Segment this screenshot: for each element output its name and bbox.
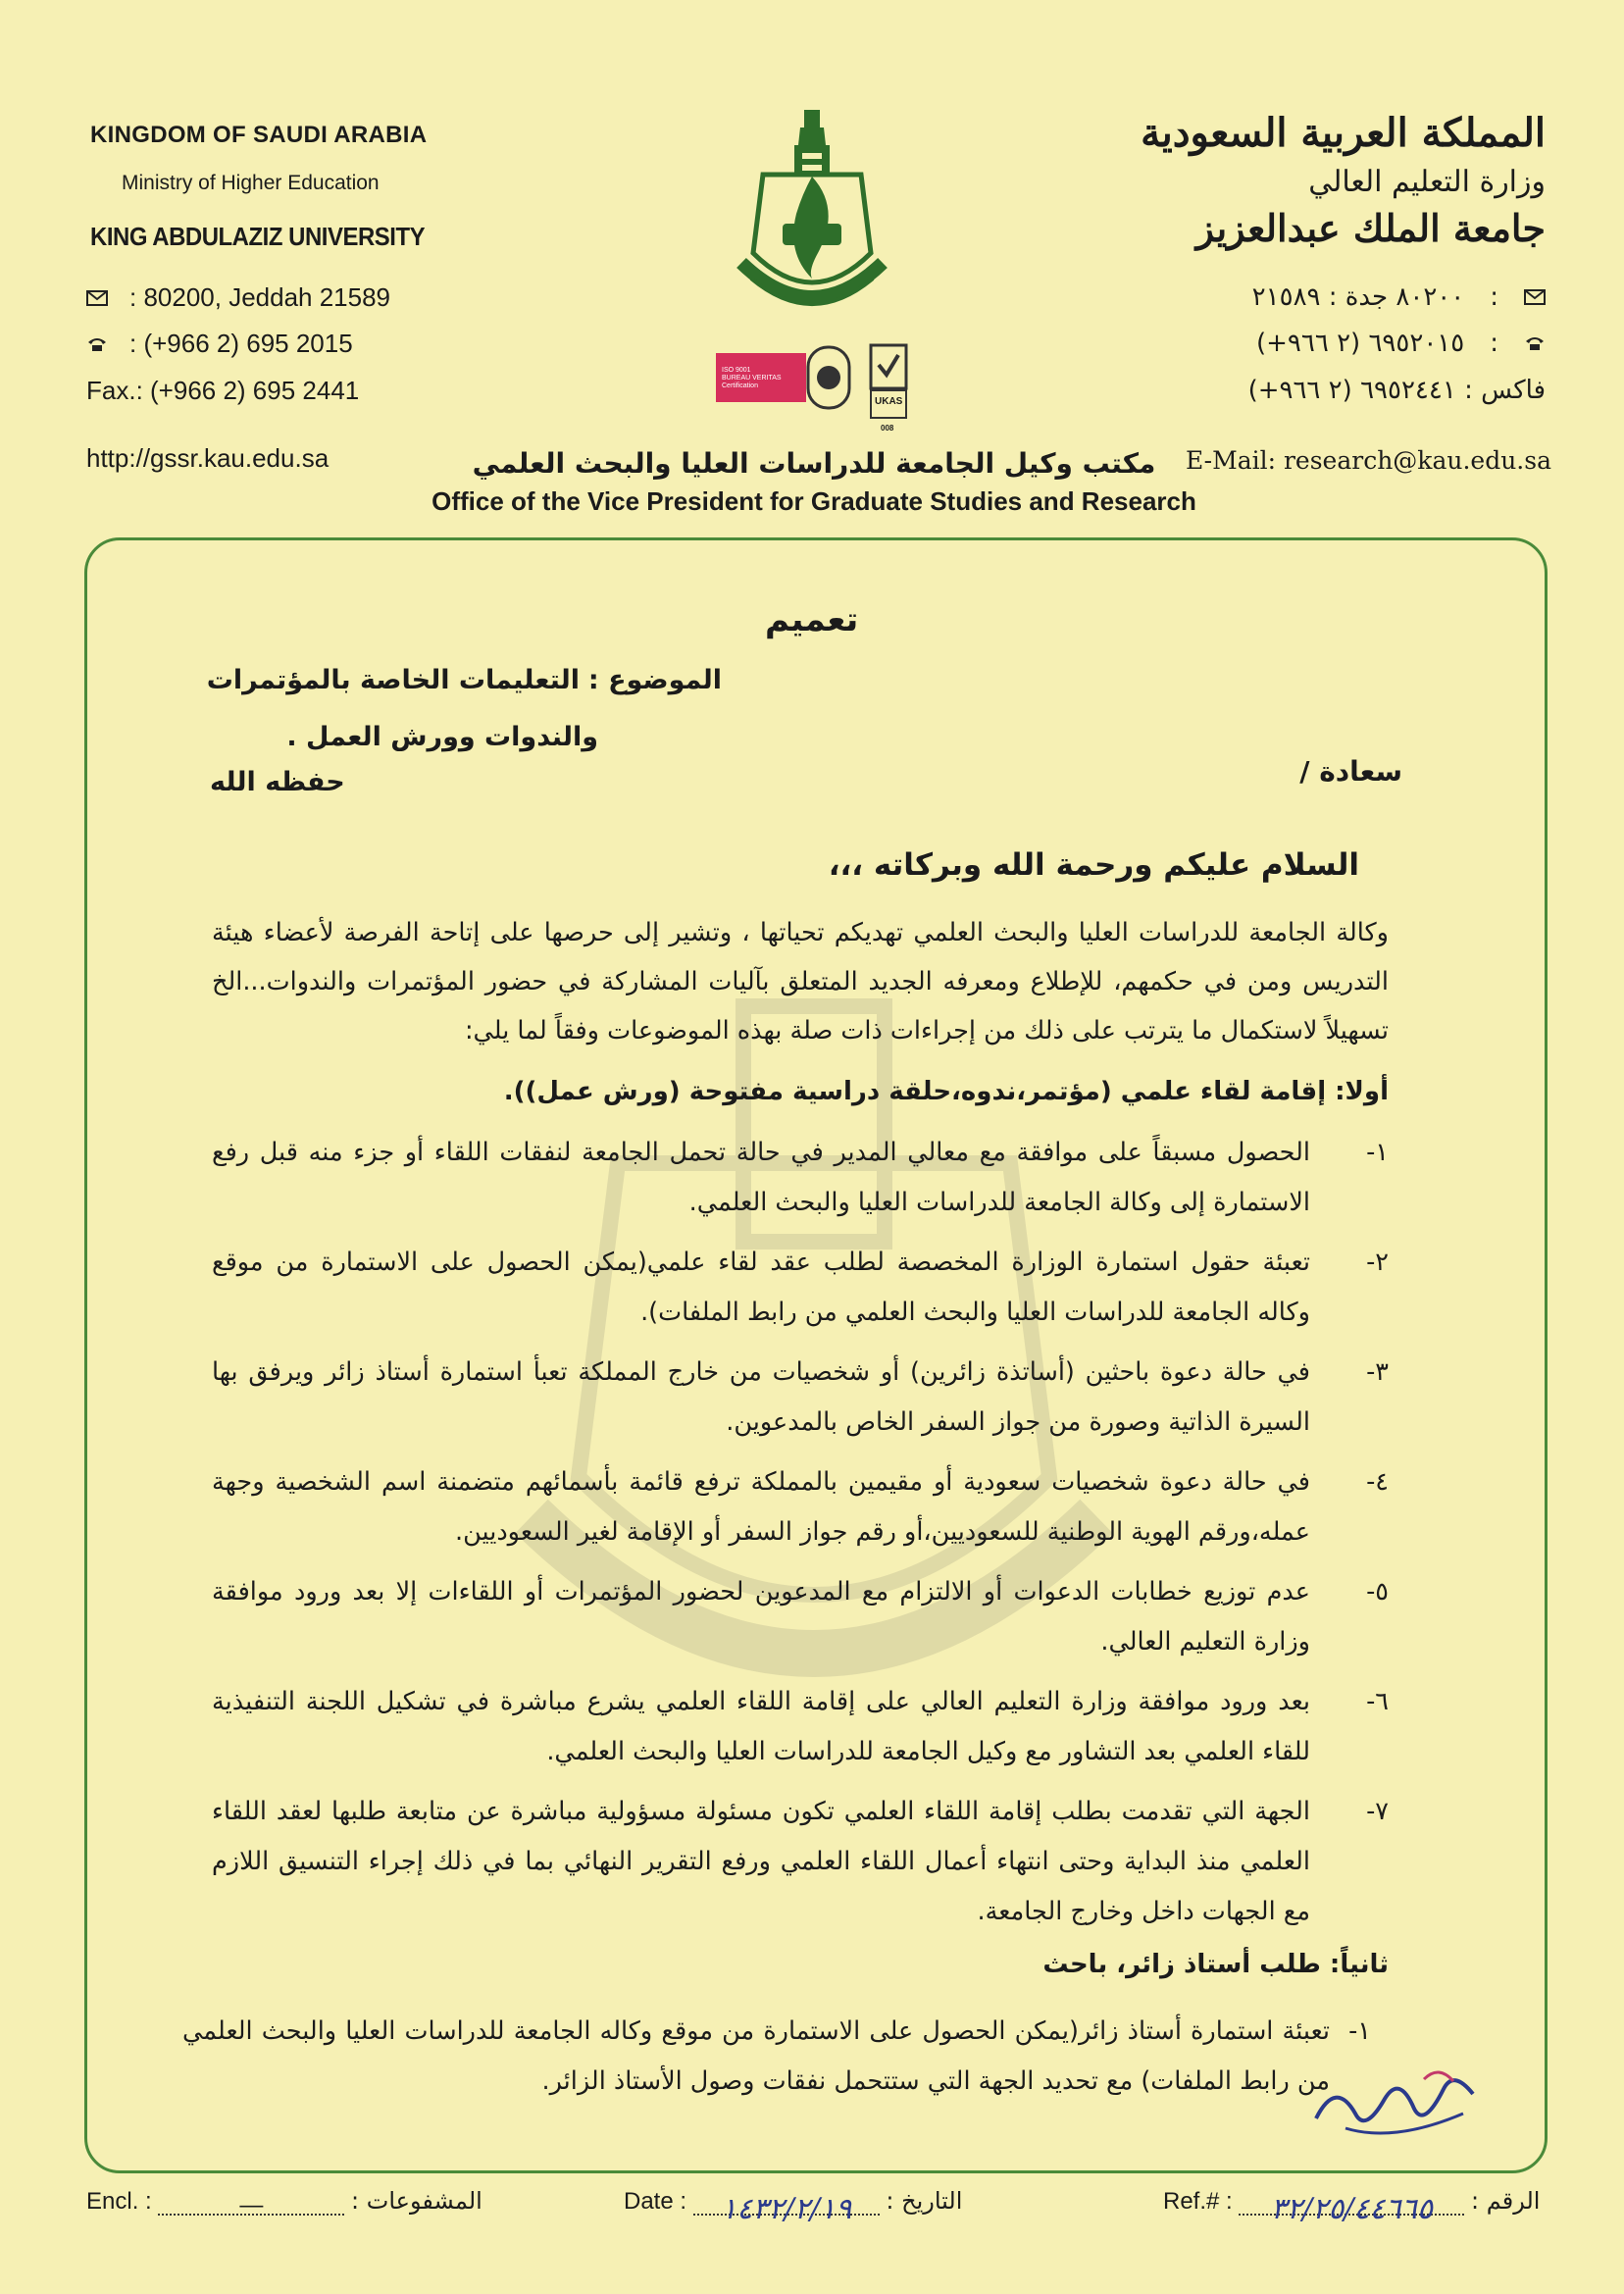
cert-bv-label: BUREAU VERITAS: [722, 375, 782, 382]
handwritten-signature: [1306, 2060, 1483, 2148]
section-1-title: أولا: إقامة لقاء علمي (مؤتمر،ندوه،حلقة دراسية مفتوحة (ورش عمل)).: [503, 1077, 1389, 1106]
list-item: [212, 1348, 1389, 1448]
item-text: الحصول مسبقاً على موافقة مع معالي المدير في حالة تحمل الجامعة لنفقات اللقاء أو جزء منه قبل رفع الاستمارة إلى وكالة الجامعة للدراسات العليا والبحث العلمي.: [212, 1138, 1310, 1217]
website-link[interactable]: http://gssr.kau.edu.sa: [86, 443, 330, 473]
cert-bv-text: [722, 367, 782, 390]
ministry-name-ar: وزارة التعليم العالي: [1308, 165, 1546, 199]
addressee: سعادة /: [1299, 755, 1402, 788]
university-name-ar: جامعة الملك عبدالعزيز: [1195, 206, 1546, 250]
enclosures-label-ar: : المشفوعات: [351, 2187, 482, 2215]
enclosures-value: [158, 2192, 344, 2216]
item-text: في حالة دعوة باحثين (أساتذة زائرين) أو شخصيات من خارج المملكة تعبأ استمارة أستاذ زائر ويرفق بها السيرة الذاتية وصورة من جواز السفر الخاص بالمدعوين.: [212, 1357, 1310, 1437]
university-logo: [724, 106, 900, 324]
item-text: عدم توزيع خطابات الدعوات أو الالتزام مع المدعوين لحضور المؤتمرات أو اللقاءات إلا بعد ورود موافقة وزارة التعليم العالي.: [212, 1577, 1310, 1657]
date-value: [693, 2192, 880, 2226]
pobox-en: [86, 282, 390, 313]
list-item: [212, 1787, 1389, 1937]
cert-iso-label: ISO 9001: [722, 367, 751, 374]
ministry-name-en: Ministry of Higher Education: [122, 172, 380, 194]
kingdom-name-ar: المملكة العربية السعودية: [1141, 110, 1546, 156]
phone-en: [86, 329, 353, 359]
university-name-en: KING ABDULAZIZ UNIVERSITY: [90, 222, 426, 251]
greeting: السلام عليكم ورحمة الله وبركاته ،،،: [828, 847, 1359, 883]
item-text: في حالة دعوة شخصيات سعودية أو مقيمين بالمملكة ترفع قائمة بأسمائهم متضمنة اسم الشخصية وجهة عمله،ورقم الهوية الوطنية للسعوديين،أو رقم جواز السفر أو الإقامة لغير السعوديين.: [212, 1467, 1310, 1547]
envelope-icon: [1524, 288, 1546, 306]
subject-line-1: التعليمات الخاصة بالمؤتمرات: [206, 665, 580, 695]
item-text: تعبئة استمارة أستاذ زائر(يمكن الحصول على الاستمارة من موقع وكاله الجامعة للدراسات العليا والبحث العلمي من رابط الملفات) مع تحديد الجهة التي ستتحمل نفقات وصول الأستاذ الزائر.: [182, 2016, 1330, 2096]
cert-code-label: 008: [881, 424, 894, 433]
office-title-en: Office of the Vice President for Graduate Studies and Research: [431, 486, 1196, 516]
honorific: حفظه الله: [210, 767, 345, 797]
cert-ukas-label: UKAS: [875, 396, 903, 407]
fax-ar: فاكس : ٦٩٥٢٤٤١ (٢ ٩٦٦+): [1247, 376, 1546, 405]
intro-paragraph: وكالة الجامعة للدراسات العليا والبحث العلمي تهديكم تحياتها ، وتشير إلى حرصها على إتاحة الفرصة لأعضاء هيئة التدريس ومن في حكمهم، للإطلاع ومعرفه الجديد المتعلق بآليات المشاركة في حضور المؤتمرات والندوات...الخ تسهيلاً لاستكمال ما يترتب على ذلك من إجراءات ذات صلة بهذه الموضوعات وفقاً لما يلي:: [212, 918, 1389, 1045]
date-field: [624, 2187, 963, 2226]
phone-en-text: : (+966 2) 695 2015: [129, 329, 353, 358]
item-text: الجهة التي تقدمت بطلب إقامة اللقاء العلمي تكون مسئولة مسؤولية مباشرة عن متابعة طلبها لعقد اللقاء العلمي منذ البداية وحتى انتهاء أعمال اللقاء العلمي ورفع التقرير النهائي بما في ذلك إجراء التنسيق اللازم مع الجهات داخل وخارج الجامعة.: [212, 1797, 1310, 1926]
kingdom-name-en: KINGDOM OF SAUDI ARABIA: [90, 122, 428, 148]
reference-label-ar: : الرقم: [1471, 2187, 1541, 2215]
telephone-icon: [86, 335, 108, 353]
pobox-ar-colon: :: [1490, 282, 1498, 312]
list-item: [182, 2007, 1389, 2107]
phone-ar-colon: :: [1490, 329, 1498, 358]
enclosures-field: [86, 2187, 482, 2216]
list-item: [212, 1457, 1389, 1557]
date-value-text: ١٤٣٢/٢/١٩: [721, 2192, 852, 2226]
section-2-title: ثانياً: طلب أستاذ زائر، باحث: [1042, 1950, 1389, 1979]
reference-field: [1163, 2187, 1541, 2226]
certification-badges: [716, 343, 912, 433]
pobox-ar-text: ٨٠٢٠٠ جدة : ٢١٥٨٩: [1251, 282, 1465, 312]
memo-title: تعميم: [765, 600, 859, 639]
item-number: ١-: [1366, 1138, 1389, 1167]
item-number: ٥-: [1366, 1577, 1389, 1606]
pobox-en-text: : 80200, Jeddah 21589: [129, 282, 391, 312]
reference-label-en: Ref.# :: [1163, 2188, 1233, 2215]
enclosures-label-en: Encl. :: [86, 2188, 152, 2215]
item-number: ١-: [1348, 2016, 1371, 2046]
list-item: [212, 1677, 1389, 1777]
item-text: تعبئة حقول استمارة الوزارة المخصصة لطلب عقد لقاء علمي(يمكن الحصول على الاستمارة من موقع وكاله الجامعة للدراسات العليا والبحث العلمي من رابط الملفات).: [212, 1248, 1310, 1327]
date-label-ar: : التاريخ: [886, 2187, 963, 2215]
item-number: ٣-: [1366, 1357, 1389, 1387]
item-number: ٢-: [1366, 1248, 1389, 1277]
reference-value-text: ٣٢/٢٥/٤٤٦٦٥: [1270, 2192, 1433, 2226]
pobox-ar: [1252, 282, 1546, 312]
subject-line-2: والندوات وورش العمل .: [286, 722, 598, 752]
item-number: ٤-: [1366, 1467, 1389, 1497]
date-label-en: Date :: [624, 2188, 687, 2215]
cert-bv-sub-label: Certification: [722, 382, 758, 389]
phone-ar: [1256, 329, 1546, 358]
enclosures-value-text: —: [239, 2192, 264, 2218]
subject-label: الموضوع :: [587, 665, 722, 695]
phone-ar-text: ٦٩٥٢٠١٥ (٢ ٩٦٦+): [1255, 329, 1465, 358]
telephone-icon: [1524, 334, 1546, 352]
item-text: بعد ورود موافقة وزارة التعليم العالي على إقامة اللقاء العلمي يشرع مباشرة في تشكيل اللجنة التنفيذية للقاء العلمي بعد التشاور مع وكيل الجامعة للدراسات العليا والبحث العلمي.: [212, 1687, 1310, 1766]
email-link[interactable]: E-Mail: research@kau.edu.sa: [1185, 446, 1551, 475]
office-title-ar: مكتب وكيل الجامعة للدراسات العليا والبحث العلمي: [472, 447, 1156, 480]
item-number: ٦-: [1366, 1687, 1389, 1716]
reference-value: [1239, 2192, 1464, 2226]
envelope-icon: [86, 289, 108, 307]
item-number: ٧-: [1366, 1797, 1389, 1826]
list-item: [212, 1567, 1389, 1667]
list-item: [212, 1128, 1389, 1228]
list-item: [212, 1238, 1389, 1338]
fax-en: Fax.: (+966 2) 695 2441: [86, 376, 360, 405]
